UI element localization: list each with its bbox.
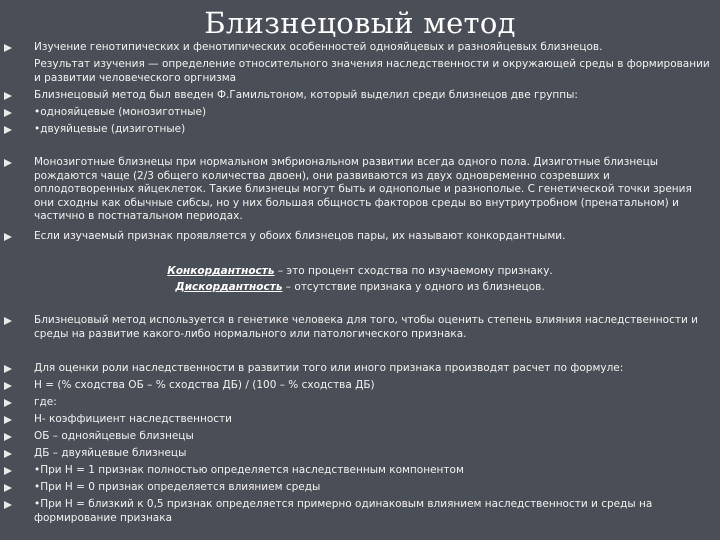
bullet-text: Близнецовый метод используется в генетике человека для того, чтобы оценить степень влияния наследственности и среды на развитие какого-либо нормального или патологического признака.	[34, 314, 698, 340]
bullet-text: Изучение генотипических и фенотипических особенностей однояйцевых и разнояйцевых близнецов.	[34, 41, 603, 53]
term-discordance: Дискордантность	[175, 281, 283, 293]
arrow-bullet-icon	[4, 126, 12, 134]
arrow-bullet-icon	[4, 484, 12, 492]
bullet-text: •двуяйцевые (дизиготные)	[34, 123, 186, 135]
bullet-text: •При Н = близкий к 0,5 признак определяется примерно одинаковым влиянием наследственности и среды на формирование признака	[34, 498, 653, 524]
arrow-bullet-icon	[4, 233, 12, 241]
arrow-bullet-icon	[4, 450, 12, 458]
arrow-bullet-icon	[4, 159, 12, 167]
bullet-text: Близнецовый метод был введен Ф.Гамильтоном, который выделил среди близнецов две группы:	[34, 89, 578, 101]
bullet-text: •При Н = 0 признак определяется влиянием среды	[34, 481, 321, 493]
arrow-bullet-icon	[4, 382, 12, 390]
bullet-text: Н- коэффициент наследственности	[34, 413, 232, 425]
bullet-text: где:	[34, 396, 57, 408]
bullet-text: Для оценки роли наследственности в развитии того или иного признака производят расчет по формуле:	[34, 362, 624, 374]
definition-text: – отсутствие признака у одного из близнецов.	[282, 281, 545, 293]
bullet-text: Если изучаемый признак проявляется у обоих близнецов пары, их называют конкордантными.	[34, 230, 566, 242]
slide-title: Близнецовый метод	[204, 6, 516, 40]
formula-text: Н = (% сходства ОБ – % сходства ДБ) / (100 – % сходства ДБ)	[34, 379, 375, 391]
term-concordance: Конкордантность	[167, 265, 275, 277]
bullet-text: ДБ – двуяйцевые близнецы	[34, 447, 187, 459]
arrow-bullet-icon	[4, 92, 12, 100]
arrow-bullet-icon	[4, 317, 12, 325]
arrow-bullet-icon	[4, 399, 12, 407]
bullet-text: ОБ – однояйцевые близнецы	[34, 430, 194, 442]
arrow-bullet-icon	[4, 365, 12, 373]
arrow-bullet-icon	[4, 109, 12, 117]
definition-concordance	[0, 264, 720, 279]
arrow-bullet-icon	[4, 501, 12, 509]
arrow-bullet-icon	[4, 467, 12, 475]
result-text: Результат изучения — определение относительного значения наследственности и окружающей среды в формировании и развитии человеческого оргнизма	[34, 58, 710, 84]
bullet-text: •При Н = 1 признак полностью определяется наследственным компонентом	[34, 464, 464, 476]
arrow-bullet-icon	[4, 433, 12, 441]
definition-text: – это процент сходства по изучаемому признаку.	[274, 265, 553, 277]
bullet-text: Монозиготные близнецы при нормальном эмбриональном развитии всегда одного пола. Дизиготные близнецы рождаются чаще (2/3 общего количества двоен), они развиваются из двух одновременно созревших и оплодотворенных яйцеклеток. Такие близнецы могут быть и однополые и разнополые. С генетической точки зрения они сходны как обычные сибсы, но у них большая общность факторов среды во внутриутробном (пренатальном) и частично в постнатальном периодах.	[34, 156, 692, 222]
definition-discordance	[0, 280, 720, 295]
arrow-bullet-icon	[4, 416, 12, 424]
arrow-bullet-icon	[4, 44, 12, 52]
bullet-text: •однояйцевые (монозиготные)	[34, 106, 207, 118]
